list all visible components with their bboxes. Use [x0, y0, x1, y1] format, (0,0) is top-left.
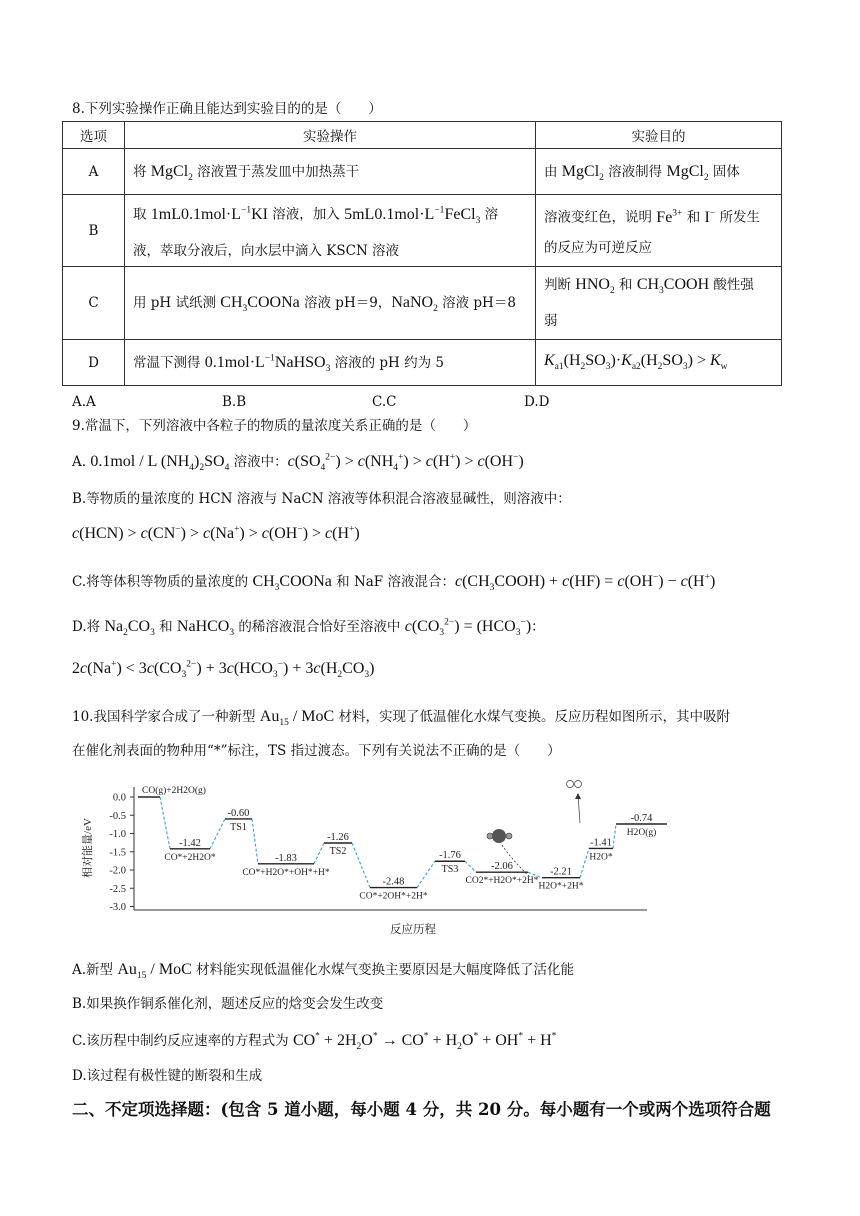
path-segment — [210, 819, 225, 849]
state-label: CO*+2H2O* — [164, 852, 216, 863]
energy-value-label: -1.42 — [179, 837, 201, 849]
table-row — [63, 267, 782, 340]
q8-stem: 8.下列实验操作正确且能达到实验目的的是（ ） — [72, 101, 382, 117]
row-purpose: 由 MgCl$_2$ 溶液制得 MgCl$_2$ 固体 — [536, 149, 782, 195]
row-option: D — [63, 340, 125, 386]
q9-option-b-formula: c(HCN) > c(CN−) > c(Na+) > c(OH−) > c(H+) — [72, 524, 360, 542]
energy-value-label: -1.83 — [275, 852, 297, 864]
q10-option-a[interactable]: A.新型 $Au_{15}$ / MoC 材料能实现低温催化水煤气变换主要原因是大幅度降低了活化能 — [72, 961, 575, 982]
q10-stem-line2: 在催化剂表面的物种用“*”标注，TS 指过渡态。下列有关说法不正确的是（ ） — [72, 743, 561, 759]
energy-value-label: -1.76 — [439, 850, 461, 862]
y-tick-label: 0.0 — [112, 792, 126, 804]
row-option: C — [63, 267, 125, 340]
q10-stem-line1: 10.我国科学家合成了一种新型 $Au_{15}$ / MoC 材料，实现了低温催化水煤气变换。反应历程如图所示，其中吸附 — [72, 708, 730, 729]
table-header-purpose: 实验目的 — [536, 122, 782, 149]
y-tick-label: -1.5 — [109, 847, 126, 859]
state-label: CO*+2OH*+2H* — [359, 891, 428, 902]
q8-option-b[interactable]: B.B — [222, 394, 247, 410]
energy-value-label: -2.06 — [491, 861, 513, 873]
state-label: TS3 — [441, 864, 459, 876]
state-label: TS2 — [329, 845, 347, 857]
q9-stem: 9.常温下，下列溶液中各粒子的物质的量浓度关系正确的是（ ） — [72, 418, 477, 434]
state-label: H2O* — [589, 852, 613, 863]
energy-value-label: -2.48 — [382, 876, 405, 888]
y-tick-label: -3.0 — [109, 902, 126, 913]
path-segment — [252, 819, 258, 864]
q10-option-c[interactable]: C.该历程中制约反应速率的方程式为 $CO^* + 2H_2O^* \to CO^* + H_2O^* + OH^* + H^*$ — [72, 1031, 557, 1053]
state-label: CO(g)+2H2O(g) — [142, 786, 206, 796]
q9-option-d[interactable]: D.将 $Na_2CO_3$ 和 NaHCO$_3$ 的稀溶液混合恰好至溶液中 $c(CO_3^{2-}) = (HCO_3^-)$： — [72, 617, 545, 639]
q9-option-a[interactable]: A. 0.1mol / L $(NH_4)_2SO_4$ 溶液中：$c(SO_4^{2-}) > c(NH_4^+) > c(H^+) > c(OH^-)$ — [72, 452, 524, 474]
q8-option-c[interactable]: C.C — [372, 394, 397, 410]
water-molecule-icon — [567, 781, 582, 824]
state-label: TS1 — [230, 821, 247, 833]
section-2-heading: 二、不定项选择题：(包含 5 道小题，每小题 4 分，共 20 分。每小题有一个或两个选项符合题 — [72, 1100, 771, 1119]
q10-option-b[interactable]: B.如果换作铜系催化剂，题述反应的焓变会发生改变 — [72, 996, 384, 1012]
table-row — [63, 340, 782, 386]
row-operation: 将 MgCl$_2$ 溶液置于蒸发皿中加热蒸干 — [125, 149, 536, 195]
x-axis-label: 反应历程 — [390, 924, 436, 936]
row-option: A — [63, 149, 125, 195]
path-segment — [160, 797, 170, 849]
q10-option-d[interactable]: D.该过程有极性键的断裂和生成 — [72, 1068, 263, 1084]
row-operation: 取 $1mL0.1mol\cdot L^{-1}KI$ 溶液，加入 $5mL0.1mol\cdot L^{-1}FeCl_3$ 溶 液，萃取分液后，向水层中滴入 KSCN 溶液 — [125, 195, 536, 267]
state-label: H2O*+2H* — [538, 881, 584, 892]
state-label: CO2*+H2O*+2H* — [465, 876, 539, 887]
y-tick-label: -2.5 — [109, 883, 126, 895]
energy-value-label: -2.21 — [550, 866, 572, 878]
path-segment — [580, 848, 589, 877]
table-header-operation: 实验操作 — [125, 122, 536, 149]
q9-option-d-formula: $2c(Na^+) < 3c(CO_3^{2-}) + 3c(HCO_3^-) + 3c(H_2CO_3)$ — [72, 659, 375, 681]
q8-options — [72, 394, 792, 410]
path-segment — [613, 824, 616, 848]
row-purpose: $K_{a1}(H_2SO_3)\cdot K_{a2}(H_2SO_3) > K_w$ — [536, 340, 782, 386]
y-tick-label: -1.0 — [109, 829, 126, 840]
energy-value-label: -0.60 — [227, 807, 250, 819]
row-purpose: 判断 $HNO_2$ 和 $CH_3COOH$ 酸性强 弱 — [536, 267, 782, 340]
table-row — [63, 195, 782, 267]
path-segment — [465, 861, 476, 872]
table-header-option: 选项 — [63, 122, 125, 149]
q8-table — [62, 121, 782, 386]
path-segment — [314, 843, 324, 864]
energy-value-label: -1.26 — [327, 831, 349, 843]
energy-value-label: -0.74 — [630, 813, 653, 825]
q8-option-a[interactable]: A.A — [72, 394, 96, 410]
path-segment — [352, 843, 370, 888]
table-row — [63, 149, 782, 195]
path-segment — [417, 861, 435, 887]
row-operation: 用 pH 试纸测 $CH_3COONa$ 溶液 pH＝9，NaNO$_2$ 溶液 pH＝8 — [125, 267, 536, 340]
energy-diagram — [72, 775, 692, 940]
y-axis-label: 相对能量/eV — [82, 818, 94, 878]
row-purpose: 溶液变红色，说明 $Fe^{3+}$ 和 I− 所发生 的反应为可逆反应 — [536, 195, 782, 267]
state-label: H2O(g) — [626, 828, 657, 839]
y-tick-label: -0.5 — [109, 810, 126, 822]
row-option: B — [63, 195, 125, 267]
q9-option-c[interactable]: C.将等体积等物质的量浓度的 $CH_3COONa$ 和 NaF 溶液混合：$c(CH_3COOH) + c(HF) = c(OH^-) - c(H^+)$ — [72, 572, 716, 594]
q8-option-d[interactable]: D.D — [524, 394, 550, 410]
energy-value-label: -1.41 — [590, 837, 612, 849]
q9-option-b[interactable]: B.等物质的量浓度的 HCN 溶液与 NaCN 溶液等体积混合溶液显碱性，则溶液中： — [72, 491, 571, 507]
y-tick-label: -2.0 — [109, 865, 126, 877]
row-operation: 常温下测得 $0.1mol\cdot L^{-1}NaHSO_3$ 溶液的 pH 约为 5 — [125, 340, 536, 386]
state-label: CO*+H2O*+OH*+H* — [242, 867, 330, 878]
